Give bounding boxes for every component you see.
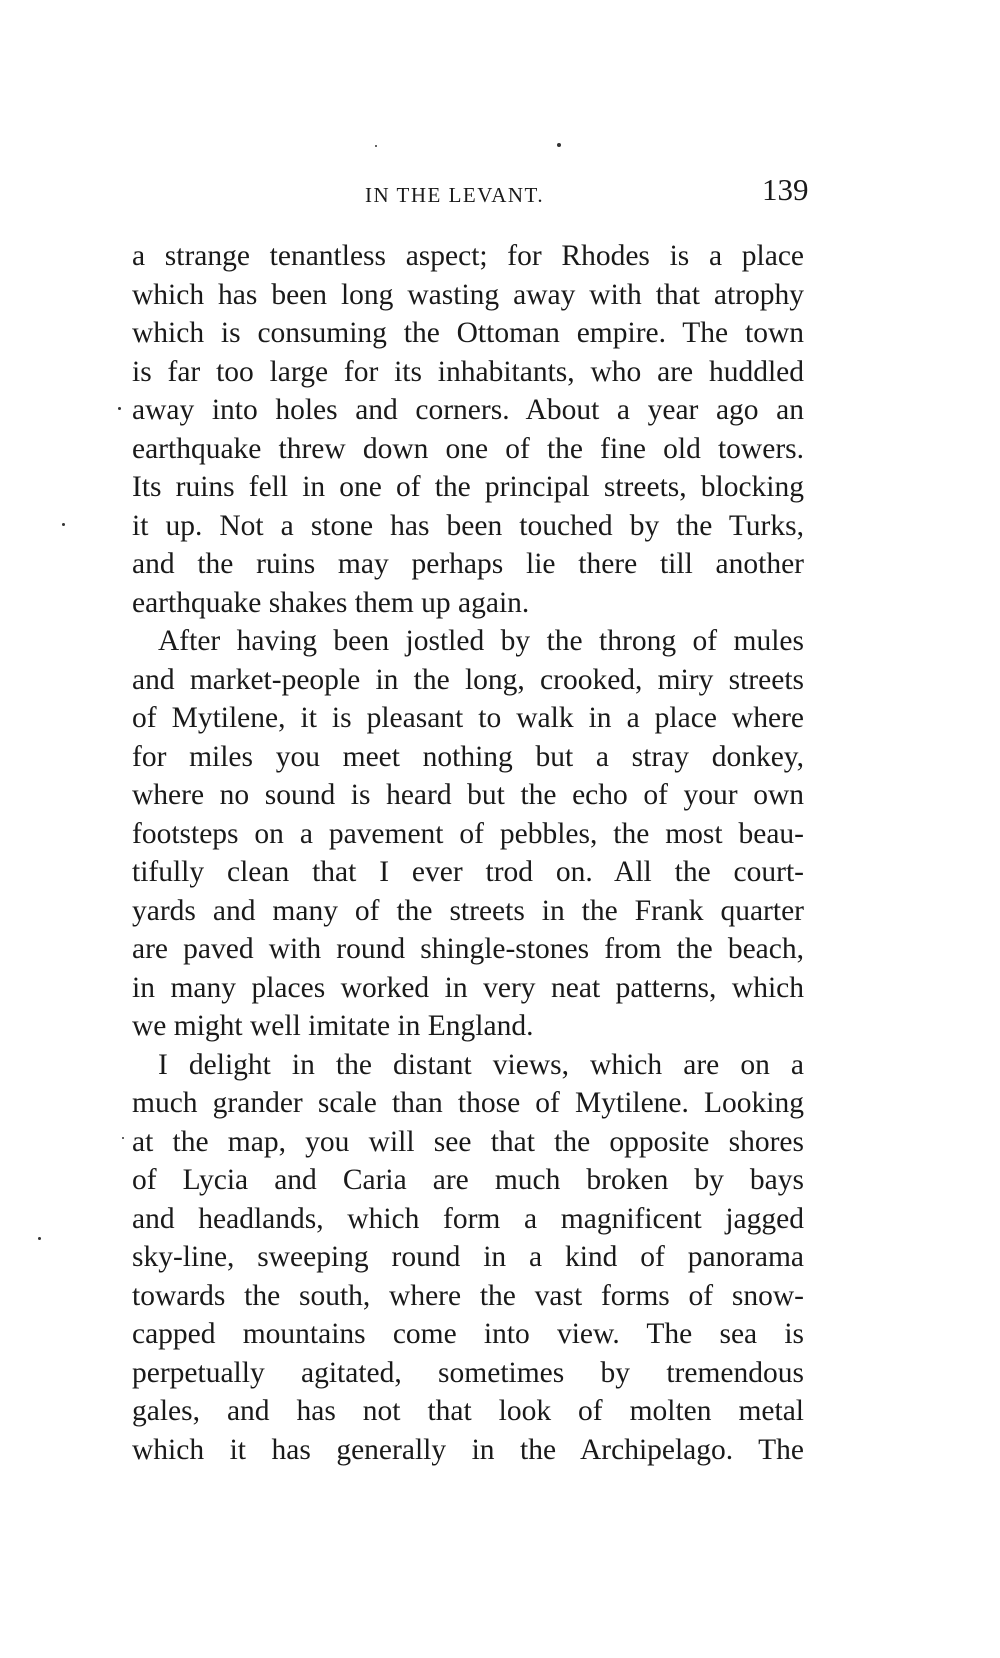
text-line: away into holes and corners. About a year ago an [132, 394, 804, 426]
text-line: a strange tenantless aspect; for Rhodes is a place [132, 240, 804, 272]
text-line: for miles you meet nothing but a stray donkey, [132, 740, 804, 773]
text-line: which it has generally in the Archipelago. The [132, 1433, 804, 1466]
text-line: footsteps on a pavement of pebbles, the most beau- [132, 817, 804, 850]
scan-speck [375, 145, 377, 147]
text-line: in many places worked in very neat patterns, which [132, 971, 804, 1004]
text-line: of Mytilene, it is pleasant to walk in a place where [132, 702, 804, 734]
text-line: which has been long wasting away with that atrophy [132, 278, 804, 311]
text-line: perpetually agitated, sometimes by tremendous [132, 1356, 804, 1389]
text-line: at the map, you will see that the opposite shores [132, 1125, 804, 1158]
text-line: and market-people in the long, crooked, miry streets [132, 663, 804, 696]
text-line: tifully clean that I ever trod on. All the court- [132, 856, 804, 888]
body-text [132, 237, 804, 1469]
scan-speck [557, 143, 561, 147]
text-line: it up. Not a stone has been touched by the Turks, [132, 509, 804, 542]
text-line: I delight in the distant views, which are on a [158, 1048, 804, 1081]
text-line: which is consuming the Ottoman empire. The town [132, 317, 804, 349]
scan-speck [118, 407, 121, 410]
text-line: and headlands, which form a magnificent jagged [132, 1202, 804, 1235]
text-line: sky-line, sweeping round in a kind of panorama [132, 1241, 804, 1273]
running-head: IN THE LEVANT. [365, 183, 545, 207]
text-line: of Lycia and Caria are much broken by bays [132, 1164, 804, 1196]
text-line: yards and many of the streets in the Frank quarter [132, 894, 804, 927]
text-line: and the ruins may perhaps lie there till another [132, 548, 804, 580]
text-line: capped mountains come into view. The sea is [132, 1318, 804, 1350]
text-line: are paved with round shingle-stones from the beach, [132, 933, 804, 965]
text-line: much grander scale than those of Mytilene. Looking [132, 1087, 804, 1119]
text-line: is far too large for its inhabitants, who are huddled [132, 355, 804, 388]
text-line: earthquake threw down one of the fine old towers. [132, 432, 804, 465]
text-line: where no sound is heard but the echo of your own [132, 779, 804, 811]
text-line: towards the south, where the vast forms of snow- [132, 1279, 804, 1312]
page-number: 139 [762, 172, 809, 207]
text-line: After having been jostled by the throng of mules [158, 625, 804, 657]
text-line: we might well imitate in England. [132, 1010, 534, 1042]
scan-speck [122, 1137, 124, 1139]
text-line: gales, and has not that look of molten metal [132, 1395, 804, 1427]
scan-speck [38, 1237, 41, 1240]
scan-speck [62, 523, 65, 526]
text-line: earthquake shakes them up again. [132, 586, 530, 619]
text-line: Its ruins fell in one of the principal streets, blocking [132, 471, 804, 503]
